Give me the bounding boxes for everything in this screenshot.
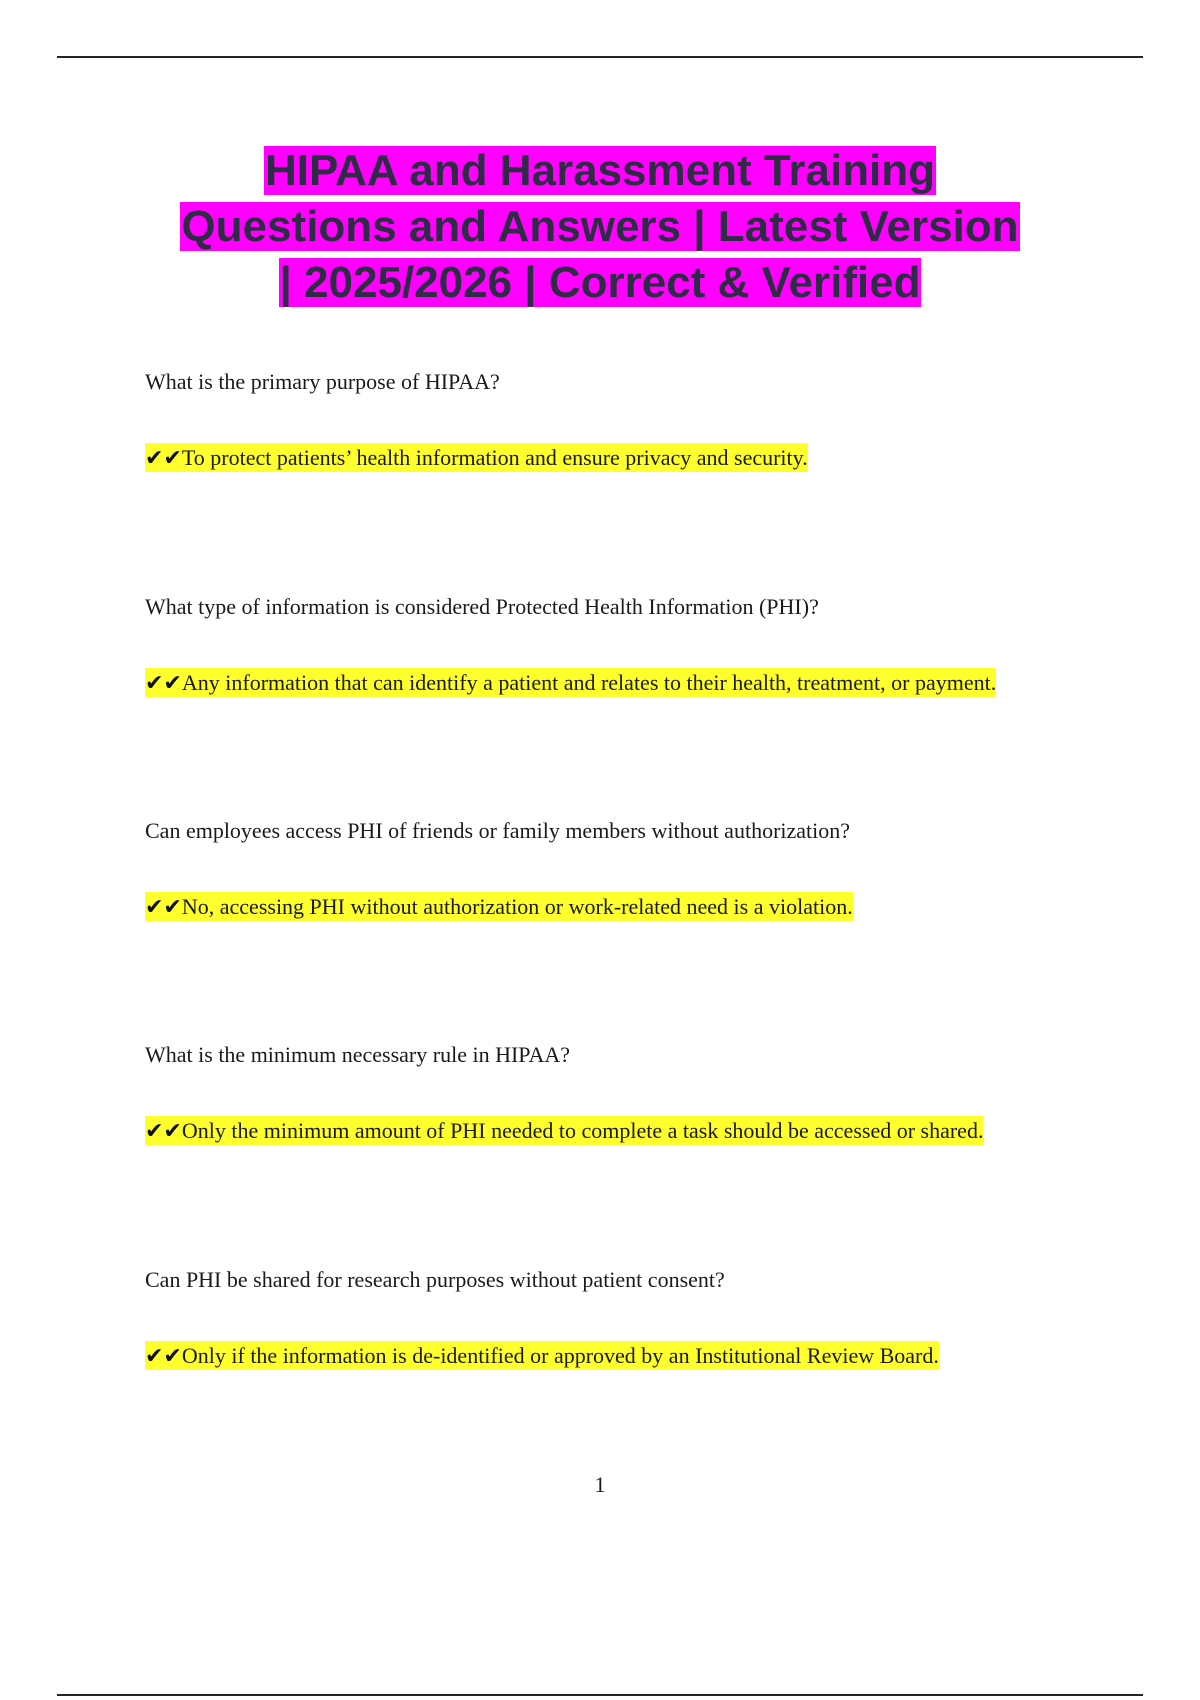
double-check-icon: ✔✔ xyxy=(145,446,182,471)
qa-item xyxy=(145,817,1105,920)
answer-highlight xyxy=(145,1116,983,1145)
answer-block xyxy=(145,1117,1105,1146)
bottom-rule xyxy=(57,1694,1143,1696)
answer-text: Any information that can identify a patient and relates to their health, treatment, or payment. xyxy=(181,670,997,695)
answer-text: To protect patients’ health information and ensure privacy and security. xyxy=(181,445,808,470)
answer-block xyxy=(145,669,1105,698)
qa-item xyxy=(145,1266,1105,1369)
question-text: What type of information is considered Protected Health Information (PHI)? xyxy=(145,594,819,619)
answer-block xyxy=(145,444,1105,473)
question-text: What is the minimum necessary rule in HIPAA? xyxy=(145,1042,571,1067)
qa-item xyxy=(145,593,1105,696)
answer-text: Only if the information is de-identified or approved by an Institutional Review Board. xyxy=(181,1343,939,1368)
double-check-icon: ✔✔ xyxy=(145,1119,182,1144)
title-line-3: | 2025/2026 | Correct & Verified xyxy=(279,258,921,307)
qa-item xyxy=(145,368,1105,471)
answer-block xyxy=(145,1342,1105,1371)
question-text: Can employees access PHI of friends or family members without authorization? xyxy=(145,818,851,843)
answer-text: No, accessing PHI without authorization or work-related need is a violation. xyxy=(181,894,853,919)
title-line-1: HIPAA and Harassment Training xyxy=(265,146,935,195)
page-number: 1 xyxy=(594,1472,606,1497)
answer-highlight xyxy=(145,443,808,472)
answer-highlight xyxy=(145,668,996,697)
answer-highlight xyxy=(145,892,853,921)
document-title xyxy=(100,143,1100,311)
answer-highlight xyxy=(145,1341,939,1370)
question-text: Can PHI be shared for research purposes without patient consent? xyxy=(145,1267,725,1292)
double-check-icon: ✔✔ xyxy=(145,671,182,696)
qa-item xyxy=(145,1041,1105,1144)
question-text: What is the primary purpose of HIPAA? xyxy=(145,369,500,394)
answer-block xyxy=(145,893,1105,922)
title-line-2: Questions and Answers | Latest Version xyxy=(181,202,1019,251)
answer-text: Only the minimum amount of PHI needed to complete a task should be accessed or shared. xyxy=(181,1118,984,1143)
double-check-icon: ✔✔ xyxy=(145,1344,182,1369)
double-check-icon: ✔✔ xyxy=(145,895,182,920)
top-rule xyxy=(57,56,1143,58)
